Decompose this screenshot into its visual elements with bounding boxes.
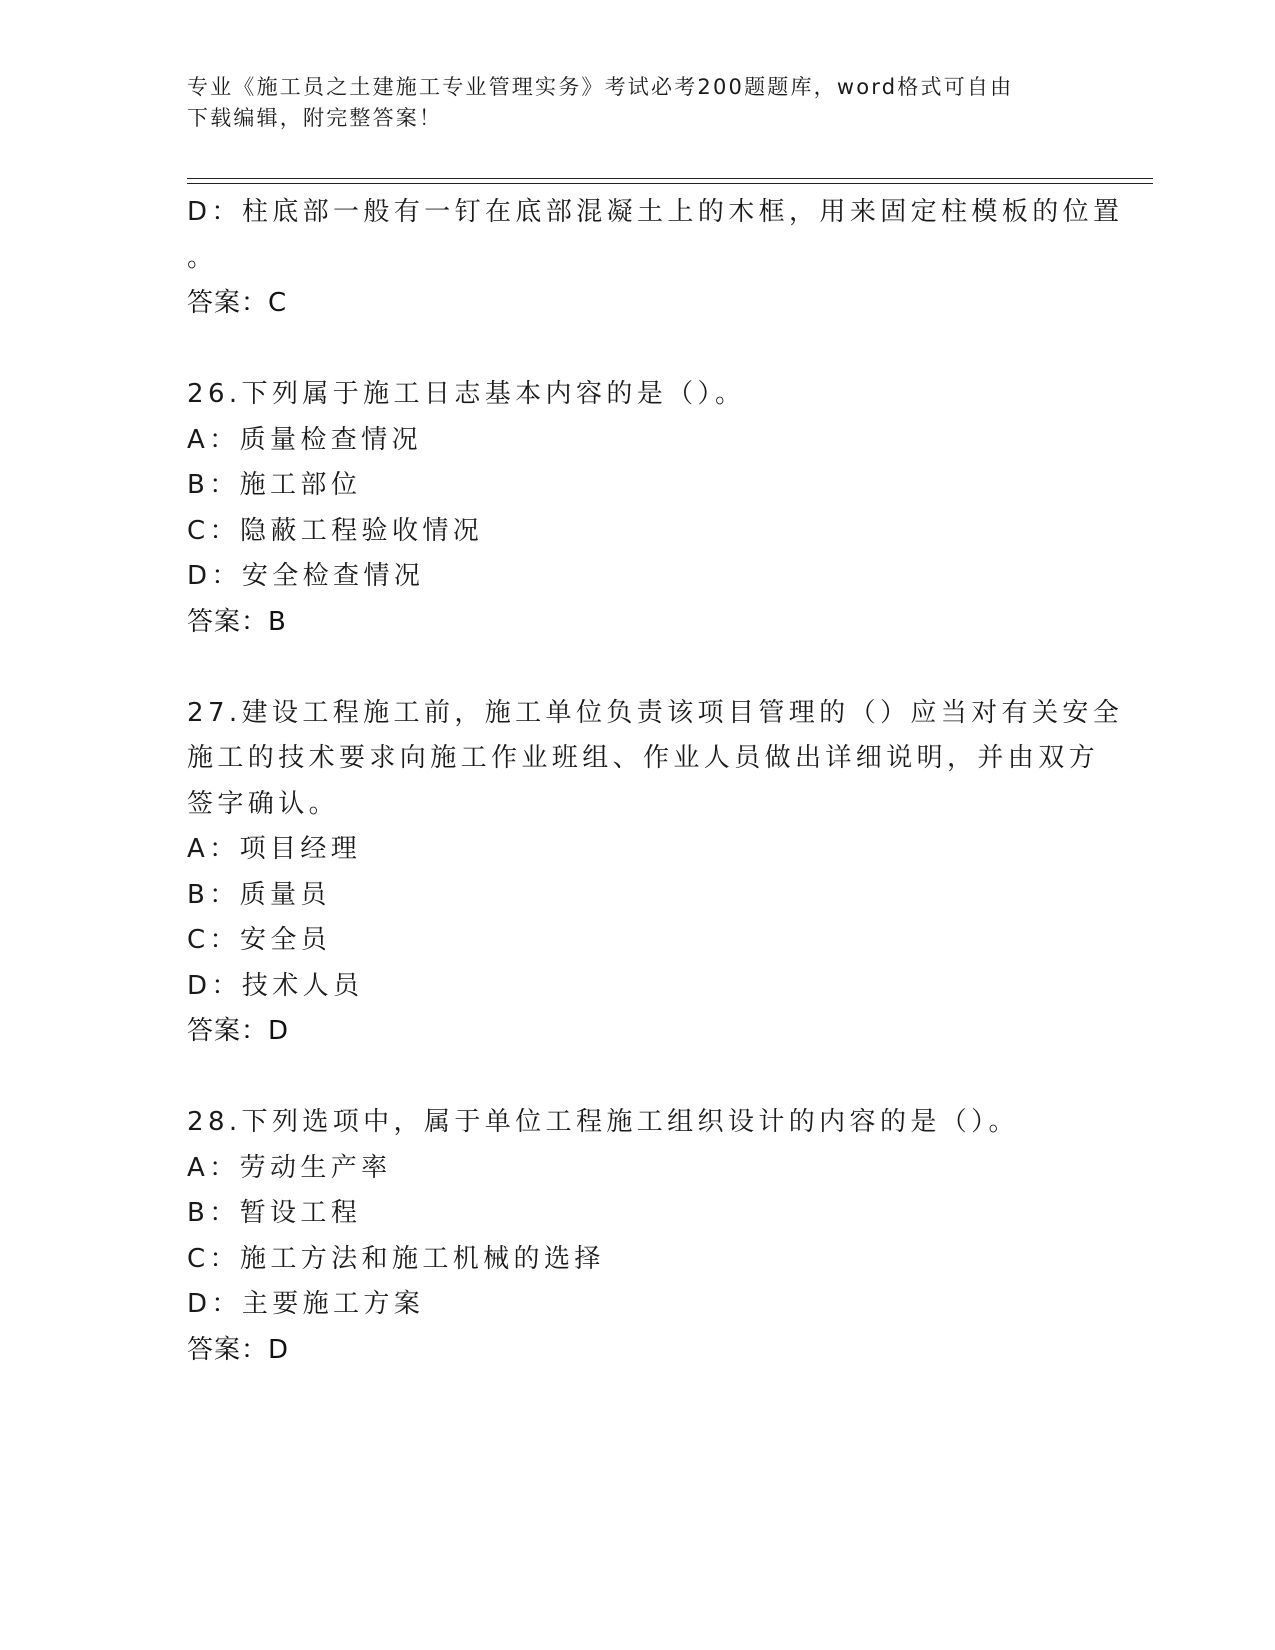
question-28: [187, 1100, 1087, 1373]
header-rule-bottom: [187, 183, 1153, 184]
answer-line: 答案：C: [187, 288, 288, 318]
previous-question-tail: [187, 190, 1124, 327]
option-c: C：安全员: [187, 925, 332, 955]
option-a: A：质量检查情况: [187, 424, 422, 455]
question-stem: 26.下列属于施工日志基本内容的是（）。: [187, 379, 746, 409]
option-d: D：技术人员: [187, 970, 364, 1001]
question-stem-continuation: 施工的技术要求向施工作业班组、作业人员做出详细说明，并由双方: [187, 743, 1100, 773]
spacer: [187, 645, 1087, 691]
spacer: [187, 327, 1087, 373]
header-line-2: 下载编辑，附完整答案！: [187, 106, 443, 130]
option-d: D：主要施工方案: [187, 1289, 425, 1319]
question-stem-continuation: 签字确认。: [187, 788, 340, 819]
option-d-continuation: 。: [187, 242, 218, 273]
option-a: A：项目经理: [187, 834, 362, 864]
answer-line: 答案：D: [187, 1016, 290, 1046]
question-27: [187, 691, 1124, 1055]
option-a: A：劳动生产率: [187, 1152, 392, 1183]
option-d: D：柱底部一般有一钉在底部混凝土上的木框，用来固定柱模板的位置: [187, 197, 1124, 227]
document-body: [187, 190, 1124, 1373]
option-d: D：安全检查情况: [187, 561, 425, 591]
option-b: B：质量员: [187, 879, 331, 910]
question-26: [187, 372, 1087, 645]
option-b: B：暂设工程: [187, 1198, 362, 1228]
spacer: [187, 1055, 1087, 1101]
option-c: C：施工方法和施工机械的选择: [187, 1243, 605, 1274]
option-c: C：隐蔽工程验收情况: [187, 515, 484, 546]
option-b: B：施工部位: [187, 470, 362, 500]
question-stem: 28.下列选项中，属于单位工程施工组织设计的内容的是（）。: [187, 1107, 1019, 1137]
answer-line: 答案：D: [187, 1334, 290, 1365]
header-rule-top: [187, 178, 1153, 179]
answer-line: 答案：B: [187, 606, 287, 637]
document-header: [187, 72, 1087, 134]
header-line-1: 专业《施工员之土建施工专业管理实务》考试必考200题题库，word格式可自由: [187, 75, 1014, 99]
question-stem: 27.建设工程施工前，施工单位负责该项目管理的（）应当对有关安全: [187, 697, 1124, 728]
